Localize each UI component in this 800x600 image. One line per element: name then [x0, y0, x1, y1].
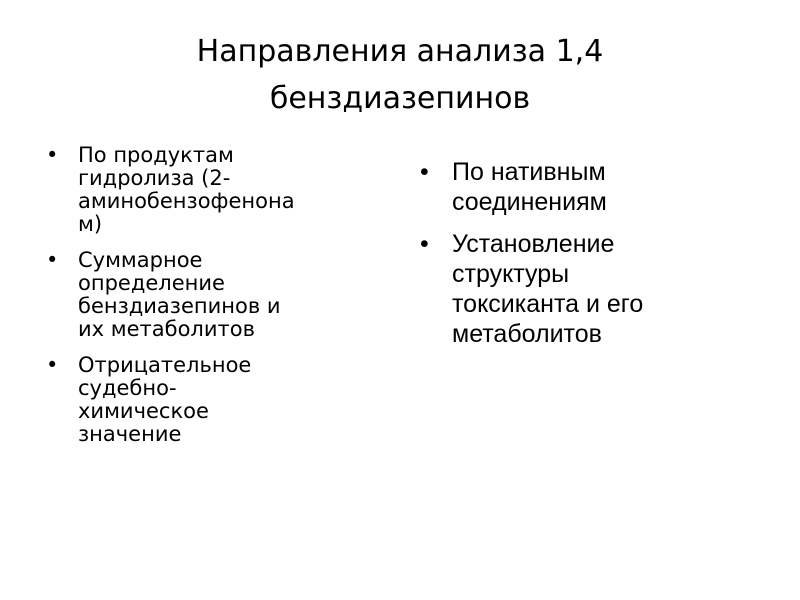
bullet-icon: •: [420, 158, 429, 186]
right-item-2-line-2: структуры: [452, 260, 570, 288]
left-item-3-line-2: судебно-: [78, 376, 177, 400]
bullet-icon: •: [420, 230, 429, 258]
left-item-2-line-3: бенздиазепинов и: [78, 294, 281, 318]
slide-title: [120, 28, 680, 122]
right-bullet-list: [420, 157, 740, 361]
left-list-item: [46, 354, 346, 446]
bullet-icon: •: [46, 248, 59, 272]
left-item-1-line-4: м): [78, 212, 103, 236]
left-item-1-line-2: гидролиза (2-: [78, 166, 231, 190]
bullet-icon: •: [46, 353, 59, 377]
left-item-1-line-1: По продуктам: [78, 143, 234, 167]
left-list-item: [46, 144, 346, 236]
left-item-2-line-4: их метаболитов: [78, 317, 255, 341]
left-item-2-line-2: определение: [78, 271, 225, 295]
left-item-3-line-1: Отрицательное: [78, 353, 252, 377]
right-list-item: [420, 157, 740, 217]
left-item-1-line-3: аминобензофенона: [78, 189, 295, 213]
left-bullet-list: [46, 144, 346, 459]
right-item-2-line-3: токсиканта и его: [452, 290, 644, 318]
right-item-1-line-2: соединениям: [452, 188, 607, 216]
bullet-icon: •: [46, 143, 59, 167]
left-list-item: [46, 249, 346, 341]
left-item-3-line-3: химическое: [78, 399, 209, 423]
left-item-2-line-1: Суммарное: [78, 248, 203, 272]
right-item-2-line-4: метаболитов: [452, 320, 602, 348]
right-list-item: [420, 229, 740, 349]
right-item-2-line-1: Установление: [452, 230, 615, 258]
right-item-1-line-1: По нативным: [452, 158, 606, 186]
slide-title-line-1: Направления анализа 1,4: [196, 34, 604, 69]
slide-title-line-2: бенздиазепинов: [269, 81, 531, 116]
left-item-3-line-4: значение: [78, 422, 182, 446]
